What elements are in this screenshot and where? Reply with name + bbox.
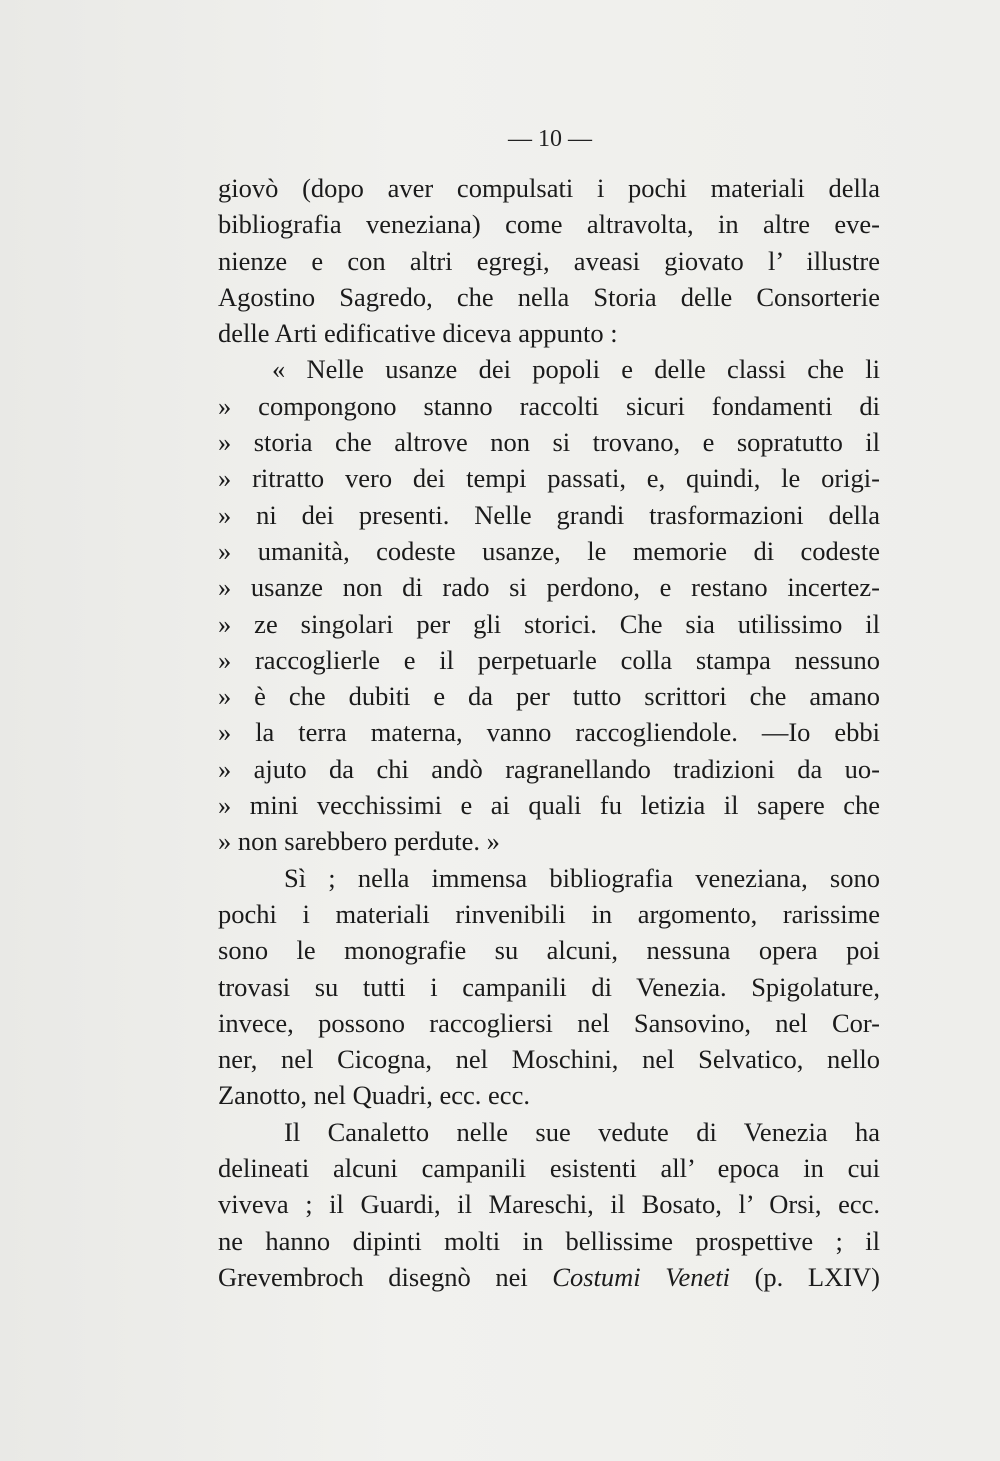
text-line: Zanotto, nel Quadri, ecc. ecc. bbox=[218, 1080, 530, 1111]
text-line: » ajuto da chi andò ragranellando tradizioni da uo- bbox=[218, 753, 880, 784]
text-line: » ze singolari per gli storici. Che sia utilissimo il bbox=[218, 608, 880, 639]
text-line: » compongono stanno raccolti sicuri fondamenti di bbox=[218, 390, 880, 421]
body-text bbox=[218, 170, 880, 1295]
text-line: » ritratto vero dei tempi passati, e, quindi, le origi- bbox=[218, 463, 880, 494]
text-segment: Grevembroch disegnò nei bbox=[218, 1261, 553, 1292]
text-line: viveva ; il Guardi, il Mareschi, il Bosato, l’ Orsi, ecc. bbox=[218, 1189, 880, 1220]
text-line: pochi i materiali rinvenibili in argomento, rarissime bbox=[218, 898, 880, 929]
text-line: » storia che altrove non si trovano, e sopratutto il bbox=[218, 427, 880, 458]
text-line: sono le monografie su alcuni, nessuna opera poi bbox=[218, 935, 880, 966]
text-line: » usanze non di rado si perdono, e restano incertez- bbox=[218, 572, 880, 603]
text-line: » la terra materna, vanno raccogliendole. —Io ebbi bbox=[218, 717, 880, 748]
text-line: trovasi su tutti i campanili di Venezia. Spigolature, bbox=[218, 971, 880, 1002]
text-line: » umanità, codeste usanze, le memorie di codeste bbox=[218, 535, 880, 566]
text-segment: (p. LXIV) bbox=[730, 1261, 881, 1292]
text-line: Il Canaletto nelle sue vedute di Venezia ha bbox=[284, 1116, 880, 1147]
text-line: « Nelle usanze dei popoli e delle classi che li bbox=[272, 354, 880, 385]
text-line: giovò (dopo aver compulsati i pochi materiali della bbox=[218, 173, 880, 203]
text-line: invece, possono raccogliersi nel Sansovino, nel Cor- bbox=[218, 1007, 880, 1038]
text-line: Agostino Sagredo, che nella Storia delle Consorterie bbox=[218, 281, 880, 312]
text-line: nienze e con altri egregi, aveasi giovato l’ illustre bbox=[218, 245, 880, 276]
text-line: » è che dubiti e da per tutto scrittori che amano bbox=[218, 681, 880, 712]
text-line: » raccoglierle e il perpetuarle colla stampa nessuno bbox=[218, 644, 880, 675]
italic-title: Costumi Veneti bbox=[552, 1261, 730, 1292]
text-line: delle Arti edificative diceva appunto : bbox=[218, 318, 618, 349]
text-line: » non sarebbero perdute. » bbox=[218, 826, 500, 857]
text-line-final bbox=[218, 1259, 880, 1295]
text-line: » ni dei presenti. Nelle grandi trasformazioni della bbox=[218, 499, 880, 530]
text-line: Sì ; nella immensa bibliografia veneziana, sono bbox=[284, 862, 880, 893]
text-line: » mini vecchissimi e ai quali fu letizia il sapere che bbox=[218, 790, 880, 821]
text-line: delineati alcuni campanili esistenti all’ epoca in cui bbox=[218, 1153, 880, 1184]
text-line: ner, nel Cicogna, nel Moschini, nel Selvatico, nello bbox=[218, 1044, 880, 1075]
text-line: bibliografia veneziana) come altravolta, in altre eve- bbox=[218, 209, 880, 240]
text-line: ne hanno dipinti molti in bellissime prospettive ; il bbox=[218, 1225, 880, 1256]
page-number: — 10 — bbox=[508, 126, 592, 152]
